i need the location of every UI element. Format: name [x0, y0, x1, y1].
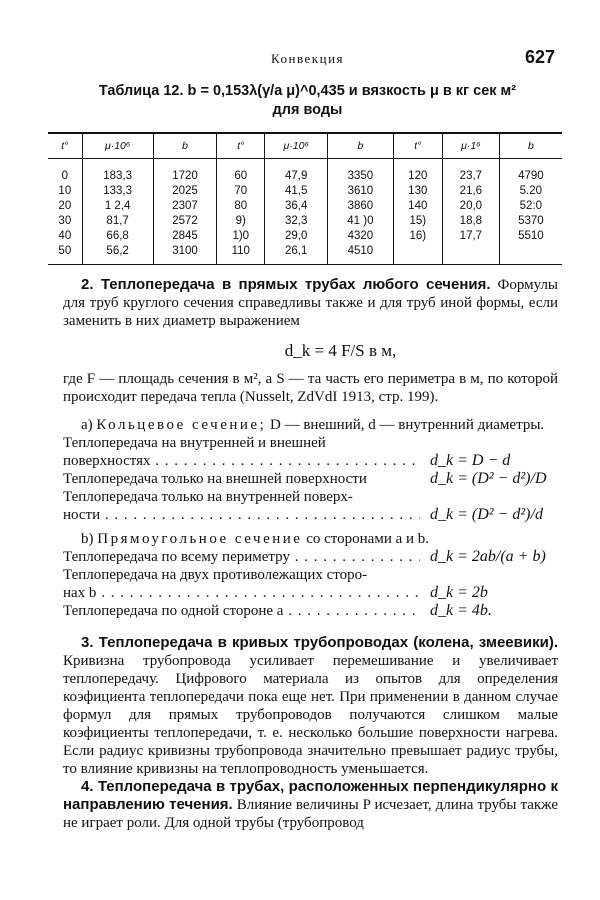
table-cell: 110: [217, 244, 265, 265]
table-row: [48, 169, 562, 184]
page-body: [63, 276, 558, 832]
col-header: t°: [48, 133, 82, 159]
section-2-text: Формулы для труб круглого сечения справедливы также и для труб иной формы, если заменить в них диаметр выражением: [63, 277, 559, 329]
table-cell: 16): [393, 229, 443, 244]
case-label: Теплопередача на внутренней и внешней: [63, 435, 326, 451]
case-formula: d_k = 2b: [430, 584, 488, 601]
table-cell: 17,7: [443, 229, 500, 244]
table-cell: 56,2: [82, 244, 153, 265]
table-cell: 133,3: [82, 184, 153, 199]
case-formula: d_k = D − d: [430, 452, 511, 469]
table-cell: 2025: [153, 184, 217, 199]
table-cell: 1 2,4: [82, 199, 153, 214]
subsection-b-title: Прямоугольное сечение: [97, 531, 303, 547]
table-cell: 70: [217, 184, 265, 199]
table-cell: 10: [48, 184, 82, 199]
section-4: [63, 778, 558, 832]
table-cell: [443, 244, 500, 265]
case-label: Теплопередача по всему периметру . . .: [63, 548, 420, 566]
table-cell: 4320: [328, 229, 393, 244]
col-header: μ·10⁶: [82, 133, 153, 159]
case-label: Теплопередача только на внутренней поверх-: [63, 489, 353, 505]
case-formula: d_k = (D² − d²)/D: [430, 470, 547, 487]
table-cell: 3860: [328, 199, 393, 214]
table-caption-line1: Таблица 12. b = 0,153λ(γ/a μ)^0,435 и вязкость μ в кг сек м²: [98, 83, 517, 99]
section-4-heading: 4. Теплопередача в трубах, расположенных перпендикулярно к направлению течения.: [63, 778, 558, 813]
table-cell: 20,0: [443, 199, 500, 214]
table-header-row: [48, 133, 562, 159]
subsection-a: [63, 416, 558, 434]
case-label: поверхностях . . .: [63, 452, 420, 470]
table-cell: 81,7: [82, 214, 153, 229]
case-label: нах b . . .: [63, 584, 420, 602]
table-cell: [499, 244, 562, 265]
rect-cases: [63, 548, 558, 620]
viscosity-table: [48, 132, 562, 265]
annular-cases: [63, 434, 558, 524]
page-header: [60, 47, 555, 73]
section-3-heading: 3. Теплопередача в кривых трубопроводах (колена, змеевики).: [81, 634, 558, 651]
table-cell: 3100: [153, 244, 217, 265]
subsection-a-label: a): [81, 417, 93, 433]
table-cell: 2845: [153, 229, 217, 244]
table-cell: 0: [48, 169, 82, 184]
subsection-b-label: b): [81, 531, 94, 547]
table-cell: 41 )0: [328, 214, 393, 229]
table-cell: 29,0: [265, 229, 328, 244]
col-header: b: [328, 133, 393, 159]
table-cell: 130: [393, 184, 443, 199]
table-cell: 30: [48, 214, 82, 229]
table-cell: 36,4: [265, 199, 328, 214]
table-cell: 9): [217, 214, 265, 229]
table-cell: 1720: [153, 169, 217, 184]
table-cell: 183,3: [82, 169, 153, 184]
section-2-heading: 2. Теплопередача в прямых трубах любого сечения.: [81, 276, 491, 293]
table-cell: 60: [217, 169, 265, 184]
table-cell: 5510: [518, 230, 544, 242]
section-3: [63, 634, 558, 778]
table-cell: 120: [393, 169, 443, 184]
table-cell: 41,5: [265, 184, 328, 199]
case-label: Теплопередача на двух противолежащих сторо-: [63, 567, 368, 583]
table-cell: 2572: [153, 214, 217, 229]
subsection-b: [63, 530, 558, 548]
table-cell: 4510: [328, 244, 393, 265]
table-cell: 23,7: [443, 169, 500, 184]
col-header: b: [499, 133, 562, 159]
section-3-text: Кривизна трубопровода усиливает перемешивание и увеличивает теплопередачу. Цифрового материала из опытов для определения коэфициента теплопередачи пока еще нет. При применении в данном случае формул для прямых трубопроводов получаются слишком малые коэфициенты теплопередачи, т. е. несколько большие поверхности нагрева. Если радиус кривизны трубопровода значительно превышает радиус трубы, то влияние кривизны на теплопроводность уменьшается.: [63, 653, 558, 777]
table-cell: 21,6: [443, 184, 500, 199]
table-cell: 52:0: [519, 200, 543, 212]
table-cell: 2307: [153, 199, 217, 214]
section-4-text: Влияние величины P исчезает, длина трубы также не играет роли. Для одной трубы (трубопровод: [63, 797, 558, 831]
table-cell: 18,8: [443, 214, 500, 229]
table-cell: 66,8: [82, 229, 153, 244]
case-label: Теплопередача по одной стороне a . . .: [63, 602, 420, 620]
table-cell: 4790: [518, 170, 544, 182]
formula-dk: d_k = 4 F/S в м,: [284, 341, 397, 360]
table-row: [48, 229, 562, 244]
subsection-a-text: D — внешний, d — внутренний диаметры.: [270, 417, 545, 433]
table-caption-line2: для воды: [272, 102, 343, 118]
case-label: ности . . .: [63, 506, 420, 524]
col-header: b: [153, 133, 217, 159]
table-row: [48, 199, 562, 214]
case-formula: d_k = (D² − d²)/d: [430, 506, 543, 523]
case-formula: d_k = 2ab/(a + b): [430, 548, 546, 565]
case-formula: d_k = 4b.: [430, 602, 492, 619]
table-cell: 26,1: [265, 244, 328, 265]
table-cell: 15): [393, 214, 443, 229]
table-cell: 20: [48, 199, 82, 214]
col-header: μ·1⁶: [443, 133, 500, 159]
table-cell: 140: [393, 199, 443, 214]
table-cell: 1)0: [217, 229, 265, 244]
table-cell: 47,9: [265, 169, 328, 184]
table-row: [48, 184, 562, 199]
table-cell: 3610: [328, 184, 393, 199]
table-cell: 40: [48, 229, 82, 244]
table-cell: 5370: [518, 215, 544, 227]
col-header: t°: [393, 133, 443, 159]
table-cell: 3350: [328, 169, 393, 184]
running-title: Конвекция: [270, 51, 345, 66]
subsection-b-text: со сторонами a и b.: [306, 531, 430, 547]
table-row: [48, 214, 562, 229]
col-header: t°: [217, 133, 265, 159]
table-cell: 50: [48, 244, 82, 265]
table-cell: 32,3: [265, 214, 328, 229]
section-2: [63, 276, 558, 330]
table-caption: [55, 82, 560, 120]
table-row: [48, 244, 562, 265]
case-label: Теплопередача только на внешней поверхности: [63, 471, 367, 487]
table-cell: 5.20: [519, 185, 543, 197]
table-cell: [393, 244, 443, 265]
where-text: где F — площадь сечения в м², а S — та часть его периметра в м, по которой происходит передача тепла (Nusselt, ZdVdI 1913, стр. 199).: [63, 371, 558, 405]
table-cell: 80: [217, 199, 265, 214]
page-number: 627: [524, 47, 555, 67]
subsection-a-title: Кольцевое сечение;: [96, 417, 267, 433]
col-header: μ·10⁶: [265, 133, 328, 159]
